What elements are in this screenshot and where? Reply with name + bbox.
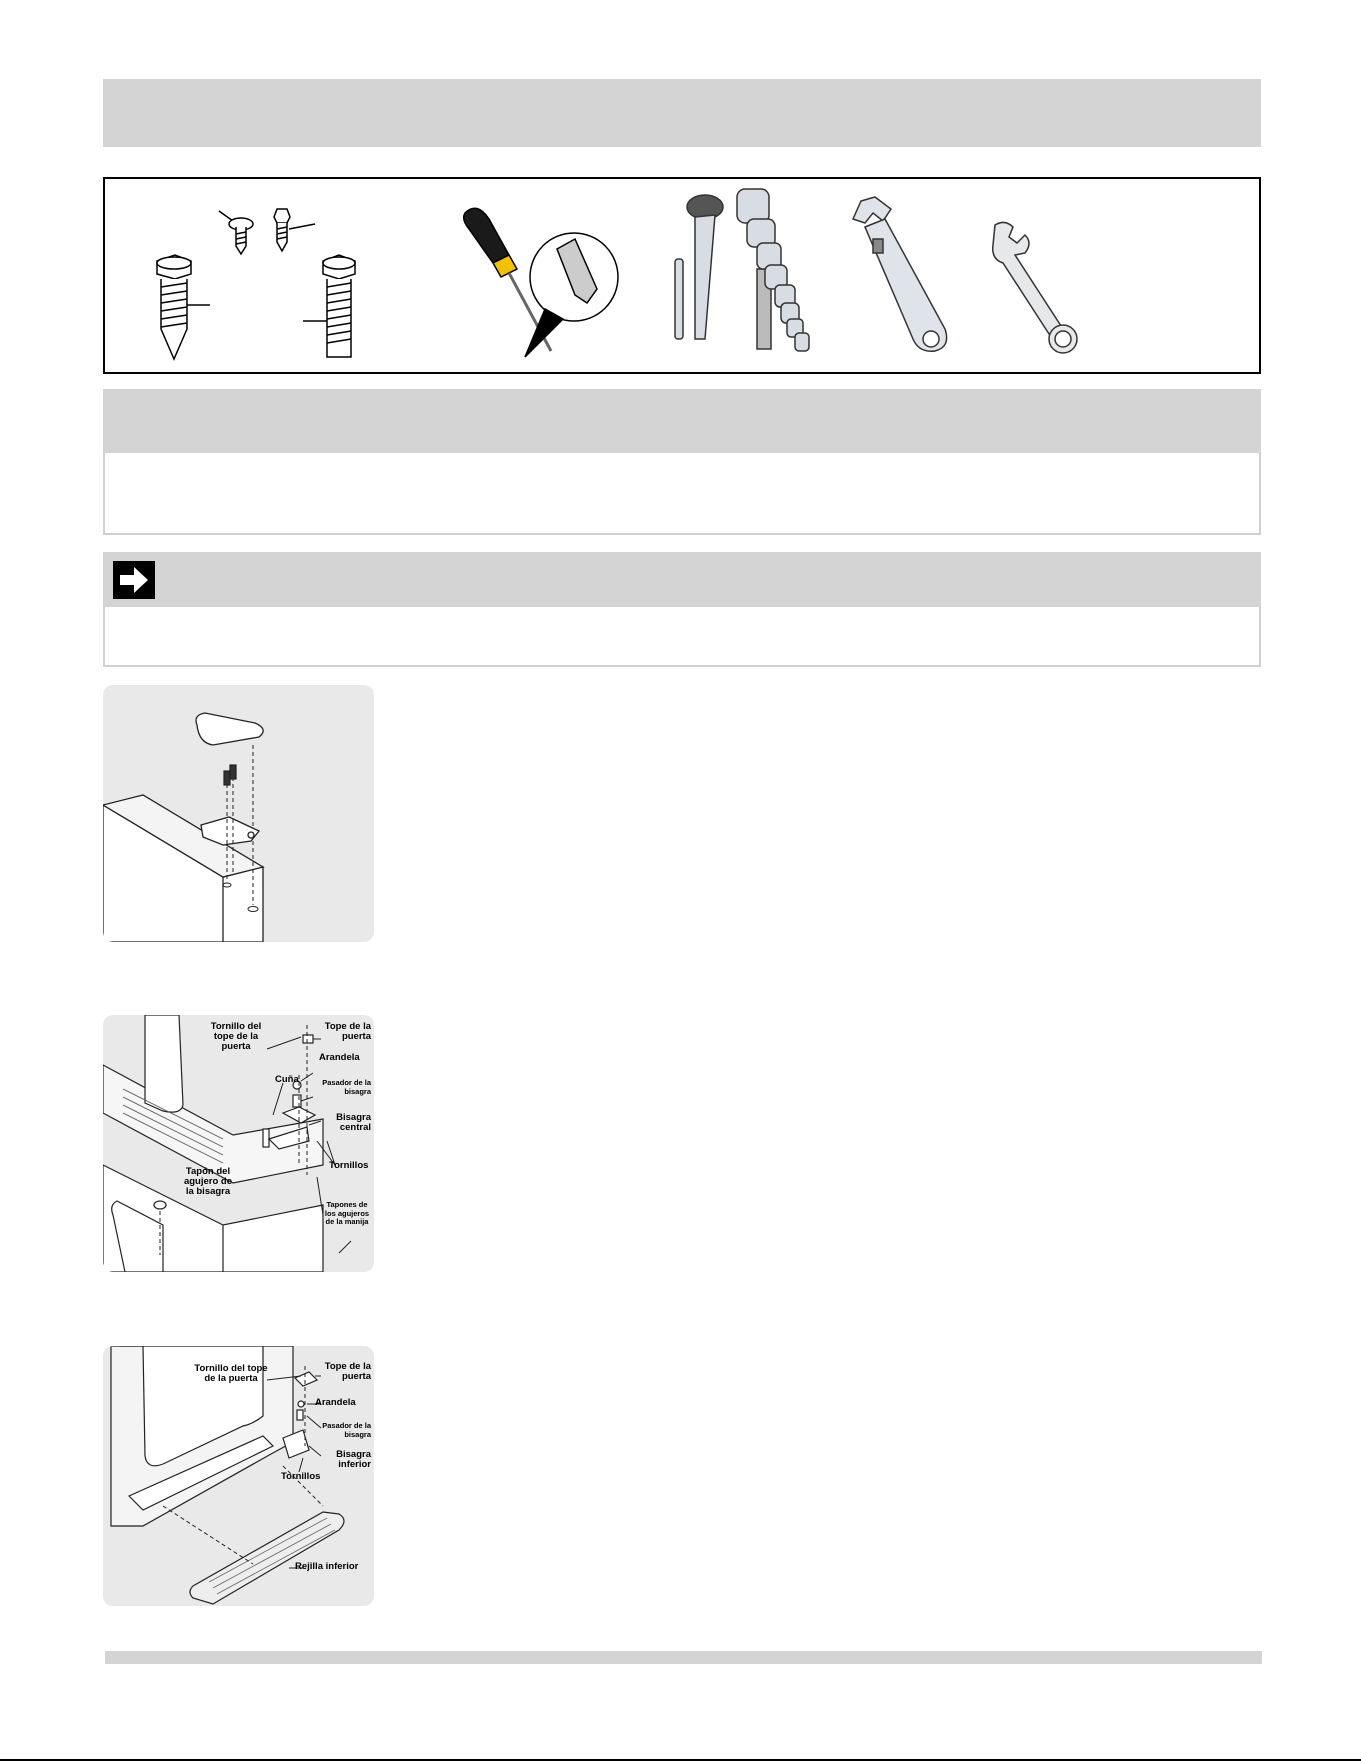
- label-hinge-hole-plug: Tapón del agujero de la bisagra: [183, 1166, 233, 1197]
- screws-icon: [157, 209, 355, 359]
- label-door-stop: Tope de la puerta: [324, 1021, 371, 1042]
- combination-wrench-icon: [993, 222, 1077, 353]
- top-hinge-figure: [103, 685, 374, 942]
- label-hinge-pin-2: Pasador de la bisagra: [322, 1421, 371, 1439]
- label-screws-2: Tornillos: [281, 1471, 321, 1482]
- label-door-stop-screw-2: Tornillo del tope de la puerta: [194, 1363, 268, 1384]
- label-center-hinge: Bisagra central: [336, 1112, 371, 1133]
- label-screws: Tornillos: [329, 1160, 369, 1171]
- label-washer: Arandela: [319, 1052, 360, 1063]
- header-band: [103, 79, 1261, 147]
- section-heading-band: [103, 389, 1261, 453]
- footer-band: [105, 1651, 1262, 1664]
- phillips-screwdriver-icon: [464, 208, 618, 357]
- label-hinge-pin: Pasador de la bisagra: [322, 1078, 371, 1096]
- note-heading-band: [103, 552, 1261, 607]
- section-content-box: [103, 453, 1261, 535]
- socket-wrench-set-icon: [675, 189, 809, 351]
- bottom-hinge-figure: [103, 1346, 374, 1606]
- label-toe-grille: Rejilla inferior: [295, 1561, 359, 1572]
- label-door-stop-screw: Tornillo del tope de la puerta: [210, 1021, 262, 1052]
- arrow-right-icon: [113, 561, 155, 599]
- note-content-box: [103, 607, 1261, 667]
- label-shim: Cuña: [275, 1074, 299, 1085]
- label-handle-hole-plugs: Tapones de los agujeros de la manija: [324, 1200, 370, 1226]
- center-hinge-figure: [103, 1015, 374, 1272]
- label-door-stop-2: Tope de la puerta: [324, 1361, 371, 1382]
- label-bottom-hinge: Bisagra inferior: [336, 1449, 371, 1470]
- tools-panel: [103, 177, 1261, 374]
- label-washer-2: Arandela: [315, 1397, 356, 1408]
- adjustable-wrench-icon: [853, 197, 947, 351]
